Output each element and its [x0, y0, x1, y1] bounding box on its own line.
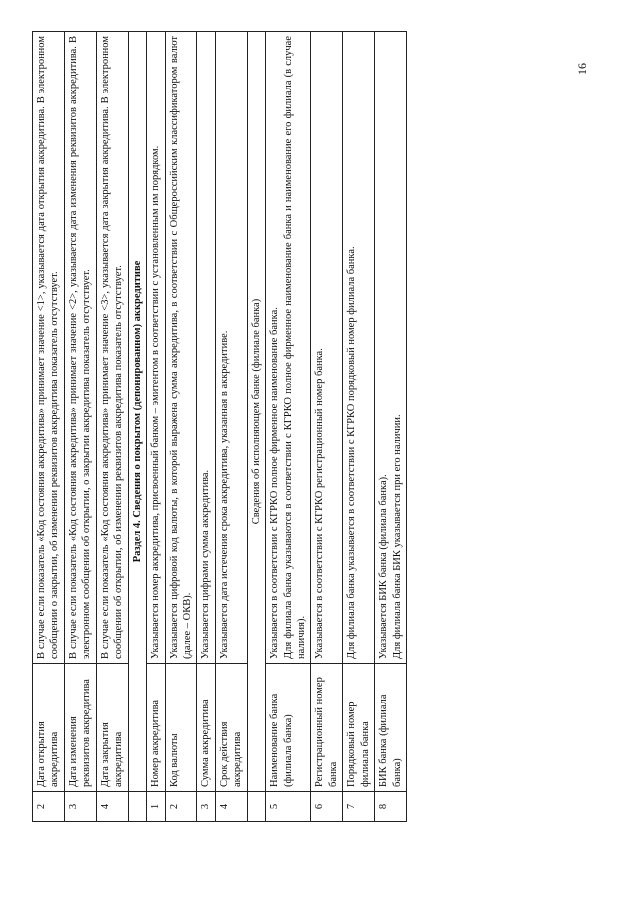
page-number: 16	[575, 63, 589, 75]
rotated-page	[32, 32, 604, 822]
row-number: 2	[33, 792, 65, 822]
empty-cell	[128, 792, 146, 822]
table-row	[165, 32, 197, 822]
field-description	[215, 32, 247, 664]
table-row	[215, 32, 247, 822]
table-row	[266, 32, 311, 822]
field-name: Номер аккредитива	[147, 664, 165, 792]
field-name: Регистрационный номер банка	[311, 664, 343, 792]
field-name: БИК банка (филиала банка)	[375, 664, 407, 792]
requisites-table	[32, 31, 407, 822]
description-line: Указывается цифровой код валюты, в которой выражена сумма аккредитива, в соответствии с Общероссийским классификатором валют (далее – ОКВ).	[168, 36, 193, 659]
row-number: 4	[215, 792, 247, 822]
subsection-title: Сведения об исполняющем банке (филиале банка)	[247, 32, 265, 792]
field-name: Дата изменения реквизитов аккредитива	[64, 664, 96, 792]
field-name: Дата закрытия аккредитива	[96, 664, 128, 792]
section-title: Раздел 4. Сведения о покрытом (депонированном) аккредитиве	[128, 32, 146, 792]
field-description	[375, 32, 407, 664]
table-row	[147, 32, 165, 822]
section-row	[128, 32, 146, 822]
field-description	[147, 32, 165, 664]
row-number: 2	[165, 792, 197, 822]
table-row	[96, 32, 128, 822]
description-line: Указывается дата истечения срока аккредитива, указанная в аккредитиве.	[218, 330, 230, 659]
empty-cell	[247, 792, 265, 822]
row-number: 7	[343, 792, 375, 822]
description-line: Для филиала банка указывается в соответствии с КГРКО порядковый номер филиала банка.	[346, 246, 358, 659]
description-line: В случае если показатель «Код состояния аккредитива» принимает значение <3>, указывается дата закрытия аккредитива. В электронном сообщении об открытии, об изменении реквизитов аккредитива показатель отсутствует.	[99, 36, 125, 659]
field-name: Код валюты	[165, 664, 197, 792]
subsection-row	[247, 32, 265, 822]
field-description	[197, 32, 215, 664]
description-line: Указывается в соответствии с КГРКО регистрационный номер банка.	[314, 348, 326, 659]
table-row	[33, 32, 65, 822]
row-number: 3	[64, 792, 96, 822]
table-body	[33, 32, 407, 822]
field-name: Дата открытия аккредитива	[33, 664, 65, 792]
field-name: Срок действия аккредитива	[215, 664, 247, 792]
field-name: Порядковый номер филиала банка	[343, 664, 375, 792]
row-number: 8	[375, 792, 407, 822]
field-description	[96, 32, 128, 664]
description-line: Указывается БИК банка (филиала банка).	[378, 474, 390, 659]
description-line: Указывается в соответствии с КГРКО полное фирменное наименование банка.	[269, 307, 281, 659]
description-line: Указывается номер аккредитива, присвоенный банком – эмитентом в соответствии с установленным им порядком.	[150, 145, 162, 659]
description-line: Для филиала банка указываются в соответствии с КГРКО полное фирменное наименование банка и наименование его филиала (в случае наличия).	[282, 36, 307, 659]
row-number: 6	[311, 792, 343, 822]
description-line: В случае если показатель «Код состояния аккредитива» принимает значение <2>, указывается дата изменения реквизитов аккредитива. В электронном сообщении об открытии, о закрытии аккредитива показатель отсутствует.	[67, 36, 93, 659]
field-description	[266, 32, 311, 664]
field-description	[311, 32, 343, 664]
row-number: 1	[147, 792, 165, 822]
field-description	[64, 32, 96, 664]
table-row	[311, 32, 343, 822]
table-row	[197, 32, 215, 822]
field-name: Наименование банка (филиала банка)	[266, 664, 311, 792]
field-description	[165, 32, 197, 664]
description-line: Для филиала банка БИК указывается при его наличии.	[391, 414, 403, 659]
description-line: Указывается цифрами сумма аккредитива.	[200, 469, 212, 659]
field-description	[343, 32, 375, 664]
description-line: В случае если показатель «Код состояния аккредитива» принимает значение <1>, указывается дата открытия аккредитива. В электронном сообщении о закрытии, об изменении реквизитов аккредитива показатель отсутствует.	[36, 36, 61, 659]
field-name: Сумма аккредитива	[197, 664, 215, 792]
row-number: 3	[197, 792, 215, 822]
row-number: 5	[266, 792, 311, 822]
table-row	[64, 32, 96, 822]
row-number: 4	[96, 792, 128, 822]
field-description	[33, 32, 65, 664]
table-row	[343, 32, 375, 822]
table-row	[375, 32, 407, 822]
